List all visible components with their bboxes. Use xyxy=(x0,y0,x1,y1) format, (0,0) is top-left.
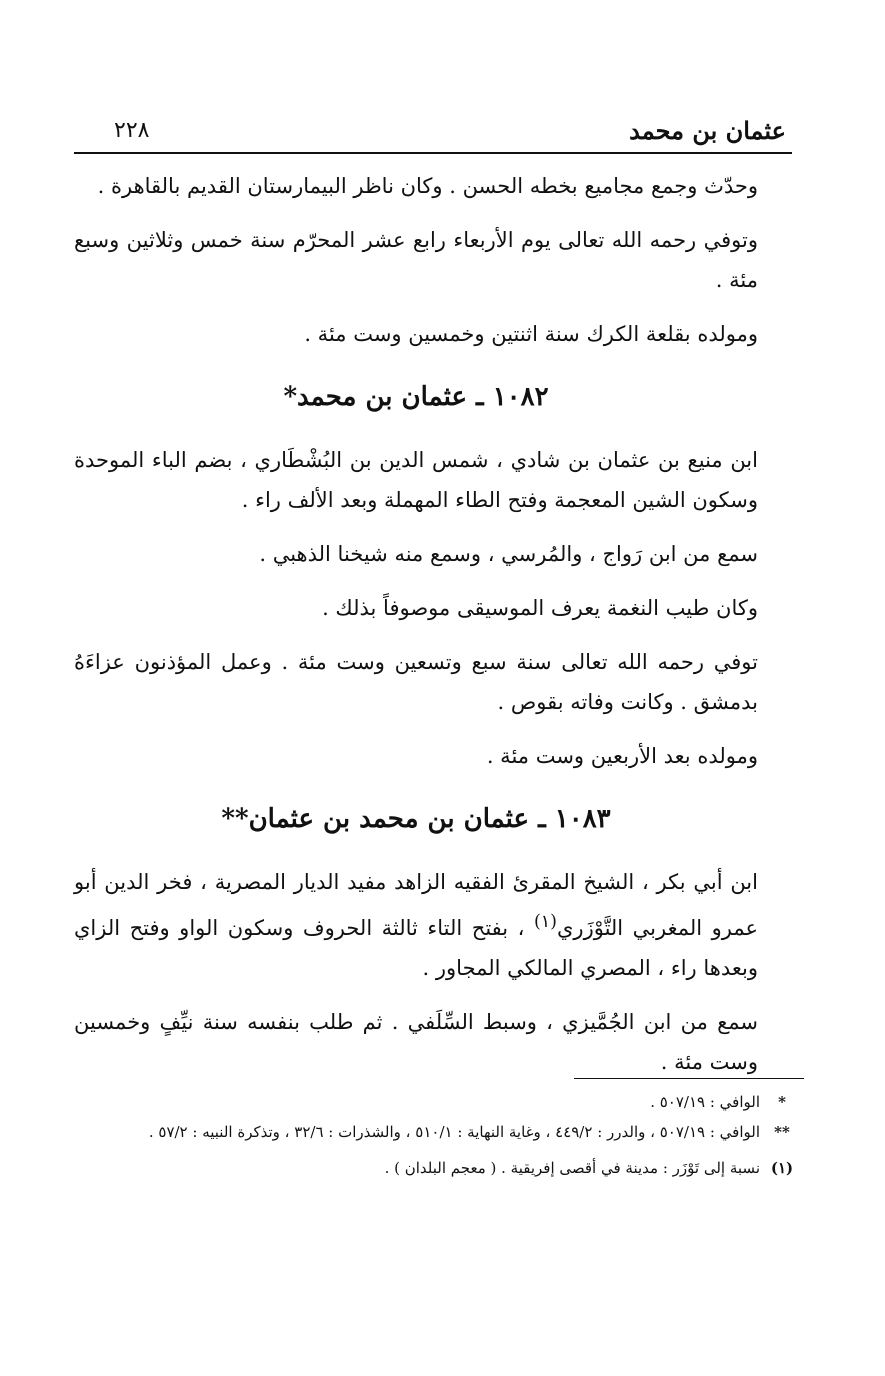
footnote-text: نسبة إلى تَوْزَر : مدينة في أقصى إفريقية . ( معجم البلدان ) . xyxy=(384,1159,760,1177)
entry-1082-paragraph: وكان طيب النغمة يعرف الموسيقى موصوفاً بذلك . xyxy=(322,596,758,620)
page-number: ٢٢٨ xyxy=(114,118,150,143)
running-header xyxy=(74,112,792,154)
entry-1083-paragraph xyxy=(74,862,758,988)
entry-1083-paragraph: سمع من ابن الجُمَّيزي ، وسبط السِّلَفي . ثم طلب بنفسه سنة نيِّفٍ وخمسين وست مئة . xyxy=(74,1010,758,1074)
entry-1082-paragraph: ومولده بعد الأربعين وست مئة . xyxy=(486,744,758,768)
footnotes xyxy=(74,1078,804,1183)
continuation-paragraph: وحدّث وجمع مجاميع بخطه الحسن . وكان ناظر البيمارستان القديم بالقاهرة . xyxy=(97,174,758,198)
footnote-mark: * xyxy=(778,1093,786,1111)
paragraph-text: ابن أبي بكر ، الشيخ المقرئ الفقيه الزاهد مفيد الديار المصرية ، فخر الدين أبو عمرو المغربي التَّوْزَري xyxy=(74,870,758,940)
footnote-text: الوافي : ٥٠٧/١٩ ، والدرر : ٤٤٩/٢ ، وغاية النهاية : ٥١٠/١ ، والشذرات : ٣٢/٦ ، وتذكرة النبيه : ٥٧/٢ . xyxy=(148,1123,760,1141)
entry-heading-1082: ١٠٨٢ ـ عثمان بن محمد* xyxy=(283,382,549,412)
entry-heading-1083: ١٠٨٣ ـ عثمان بن محمد بن عثمان** xyxy=(221,804,611,834)
footnote xyxy=(74,1153,804,1183)
entry-1082-paragraph: توفي رحمه الله تعالى سنة سبع وتسعين وست مئة . وعمل المؤذنون عزاءَهُ بدمشق . وكانت وفاته بقوص . xyxy=(74,650,758,714)
entry-1082-paragraph: ابن منيع بن عثمان بن شادي ، شمس الدين بن البُشْطَاري ، بضم الباء الموحدة وسكون الشين المعجمة وفتح الطاء المهملة وبعد الألف راء . xyxy=(74,448,758,512)
main-text xyxy=(74,166,758,1082)
continuation-paragraph: وتوفي رحمه الله تعالى يوم الأربعاء رابع عشر المحرّم سنة خمس وثلاثين وسبع مئة . xyxy=(74,228,758,292)
continuation-paragraph: ومولده بقلعة الكرك سنة اثنتين وخمسين وست مئة . xyxy=(304,322,758,346)
entry-1082-paragraph: سمع من ابن رَواج ، والمُرسي ، وسمع منه شيخنا الذهبي . xyxy=(259,542,758,566)
running-title: عثمان بن محمد xyxy=(629,116,786,145)
footnote-rule xyxy=(574,1078,804,1079)
footnote xyxy=(74,1087,804,1117)
footnote-text: الوافي : ٥٠٧/١٩ . xyxy=(650,1093,760,1111)
footnote xyxy=(74,1117,804,1147)
paragraph-text: ، بفتح التاء ثالثة الحروف وسكون الواو وفتح الزاي وبعدها راء ، المصري المالكي المجاور . xyxy=(74,916,758,980)
footnote-mark: (١) xyxy=(770,1159,794,1177)
footnote-mark: ** xyxy=(774,1123,790,1141)
footnote-reference: (١) xyxy=(533,912,557,932)
